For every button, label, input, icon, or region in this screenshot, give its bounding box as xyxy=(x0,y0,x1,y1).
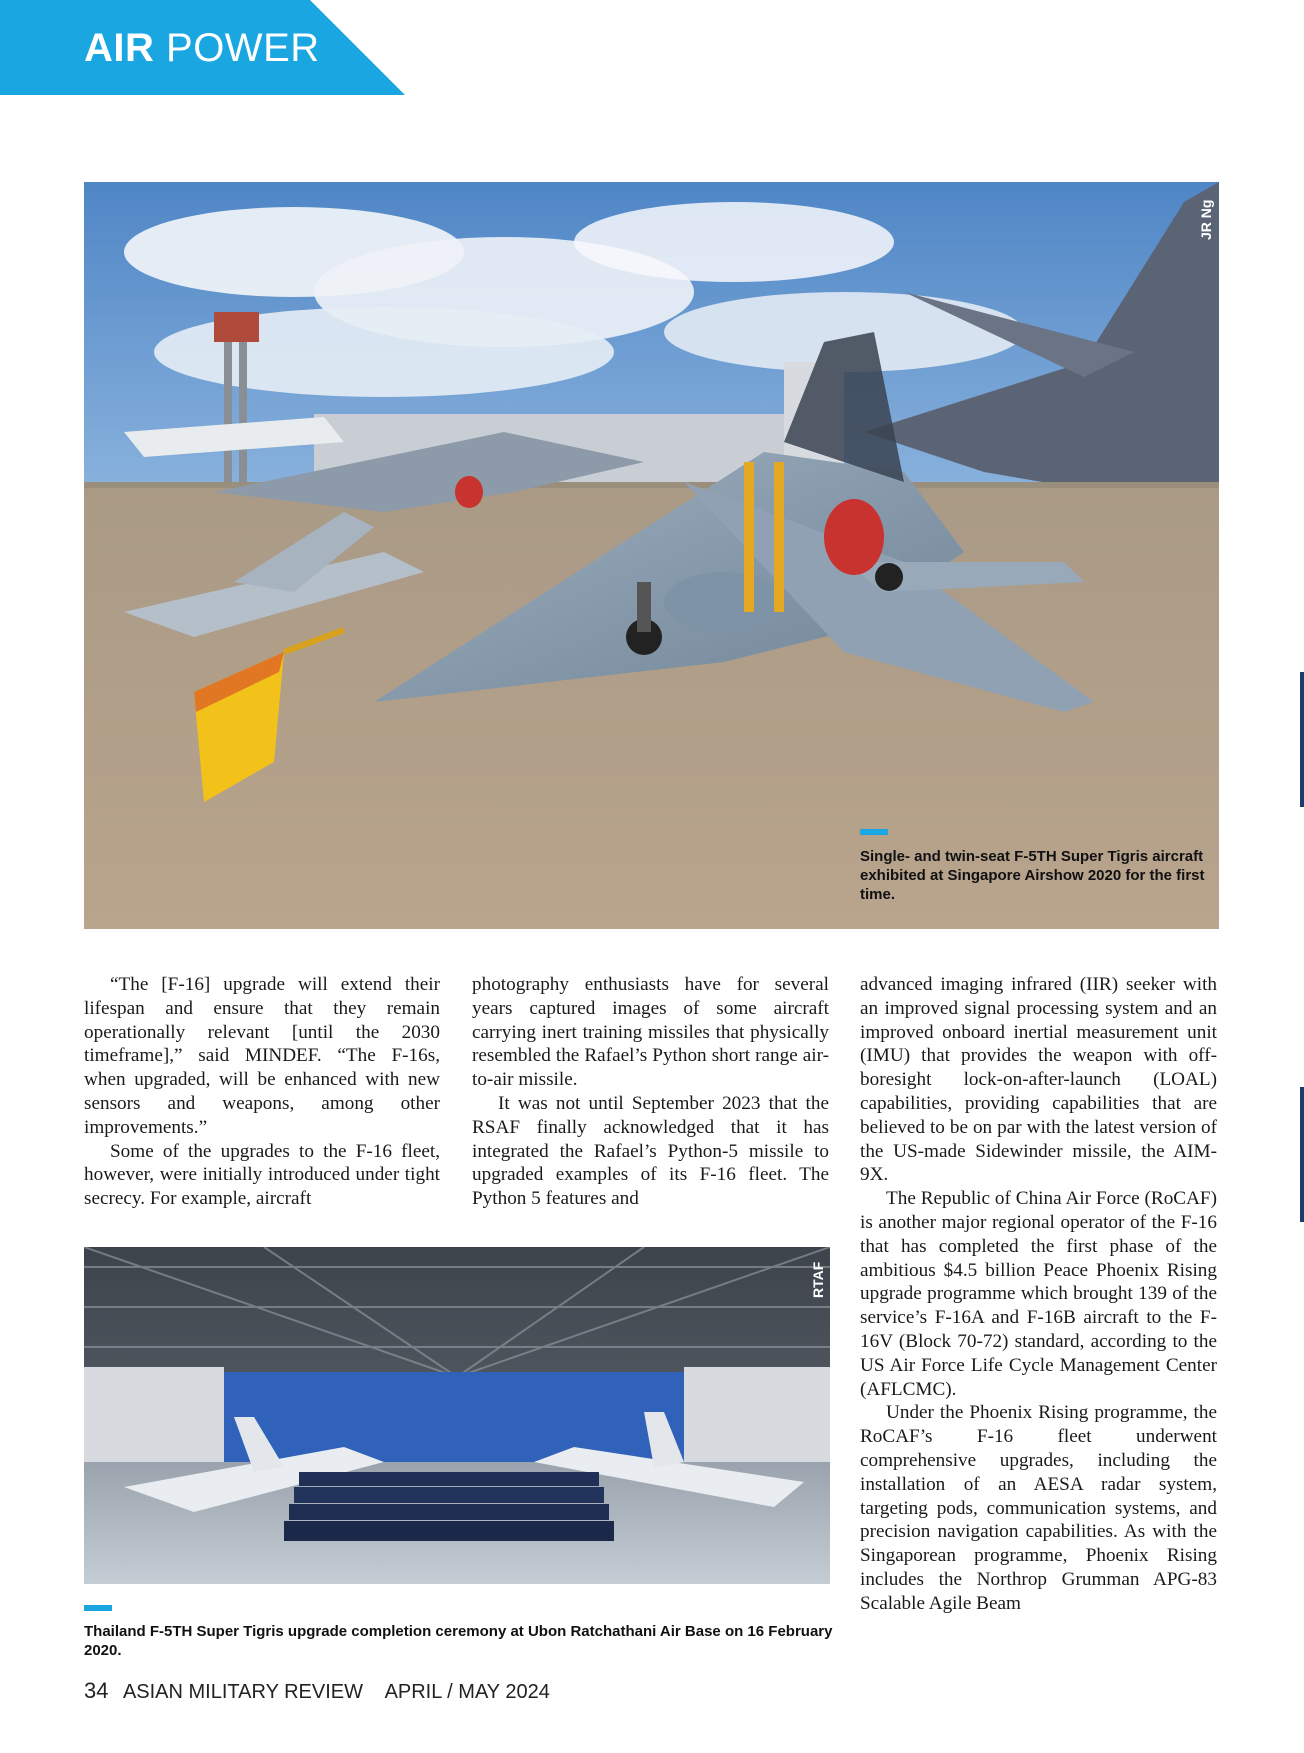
photo-credit-jrng: JR Ng xyxy=(1198,199,1214,240)
paragraph: advanced imaging infrared (IIR) seeker with an improved signal processing system and an improved onboard inertial measurement unit (IMU) that provides the weapon with off-boresight lock-on-after-launch (LOAL) capabilities, providing capabilities that are believed to be on par with the latest version of the US-made Sidewinder missile, the AIM-9X. xyxy=(860,974,1217,1186)
edge-marker xyxy=(1300,1087,1304,1222)
text-column-1 xyxy=(84,973,440,1211)
photo1-caption: Single- and twin-seat F-5TH Super Tigris aircraft exhibited at Singapore Airshow 2020 for the first time. xyxy=(860,848,1205,903)
page-footer xyxy=(84,1678,550,1704)
page-number: 34 xyxy=(84,1678,109,1703)
airshow-photo-illustration xyxy=(84,182,1219,929)
caption-accent-bar xyxy=(860,829,888,835)
paragraph: photography enthusiasts have for several years captured images of some aircraft carrying inert training missiles that physically resembled the Rafael’s Python short range air-to-air missile. xyxy=(472,974,829,1091)
airshow-photo xyxy=(84,182,1219,929)
caption-accent-bar-2 xyxy=(84,1605,112,1611)
section-title-light: POWER xyxy=(166,26,320,70)
edge-marker xyxy=(1300,672,1304,807)
paragraph: “The [F-16] upgrade will extend their lifespan and ensure that they remain operationally relevant [until the 2030 timeframe],” said MINDEF. “The F-16s, when upgraded, will be enhanced with new sensors and weapons, among other improvements.” xyxy=(84,974,440,1138)
section-title-strong: AIR xyxy=(84,26,155,70)
paragraph: Some of the upgrades to the F-16 fleet, however, were initially introduced under tight secrecy. For example, aircraft xyxy=(84,1140,440,1210)
publication-name: ASIAN MILITARY REVIEW xyxy=(122,1681,363,1703)
hangar-ceremony-photo xyxy=(84,1247,830,1584)
paragraph: Under the Phoenix Rising programme, the RoCAF’s F-16 fleet underwent comprehensive upgrades, including the installation of an AESA radar system, targeting pods, communication systems, and precision navigation capabilities. As with the Singaporean programme, Phoenix Rising includes the Northrop Grumman APG-83 Scalable Agile Beam xyxy=(860,1402,1217,1614)
photo2-caption: Thailand F-5TH Super Tigris upgrade completion ceremony at Ubon Ratchathani Air Base on 16 February 2020. xyxy=(84,1623,833,1659)
section-title xyxy=(84,28,320,68)
issue-date: APRIL / MAY 2024 xyxy=(384,1681,550,1703)
text-column-2 xyxy=(472,973,829,1211)
paragraph: The Republic of China Air Force (RoCAF) is another major regional operator of the F-16 that has completed the first phase of the ambitious $4.5 billion Peace Phoenix Rising upgrade programme which brought 139 of the service’s F-16A and F-16B aircraft to the F-16V (Block 70-72) standard, according to the US Air Force Life Cycle Management Center (AFLCMC). xyxy=(860,1188,1217,1400)
paragraph: It was not until September 2023 that the RSAF finally acknowledged that it has integrated the Rafael’s Python-5 missile to upgraded examples of its F-16 fleet. The Python 5 features and xyxy=(472,1092,829,1210)
text-column-3 xyxy=(860,973,1217,1616)
photo-credit-rtaf: RTAF xyxy=(810,1261,826,1298)
hangar-photo-illustration xyxy=(84,1247,830,1584)
